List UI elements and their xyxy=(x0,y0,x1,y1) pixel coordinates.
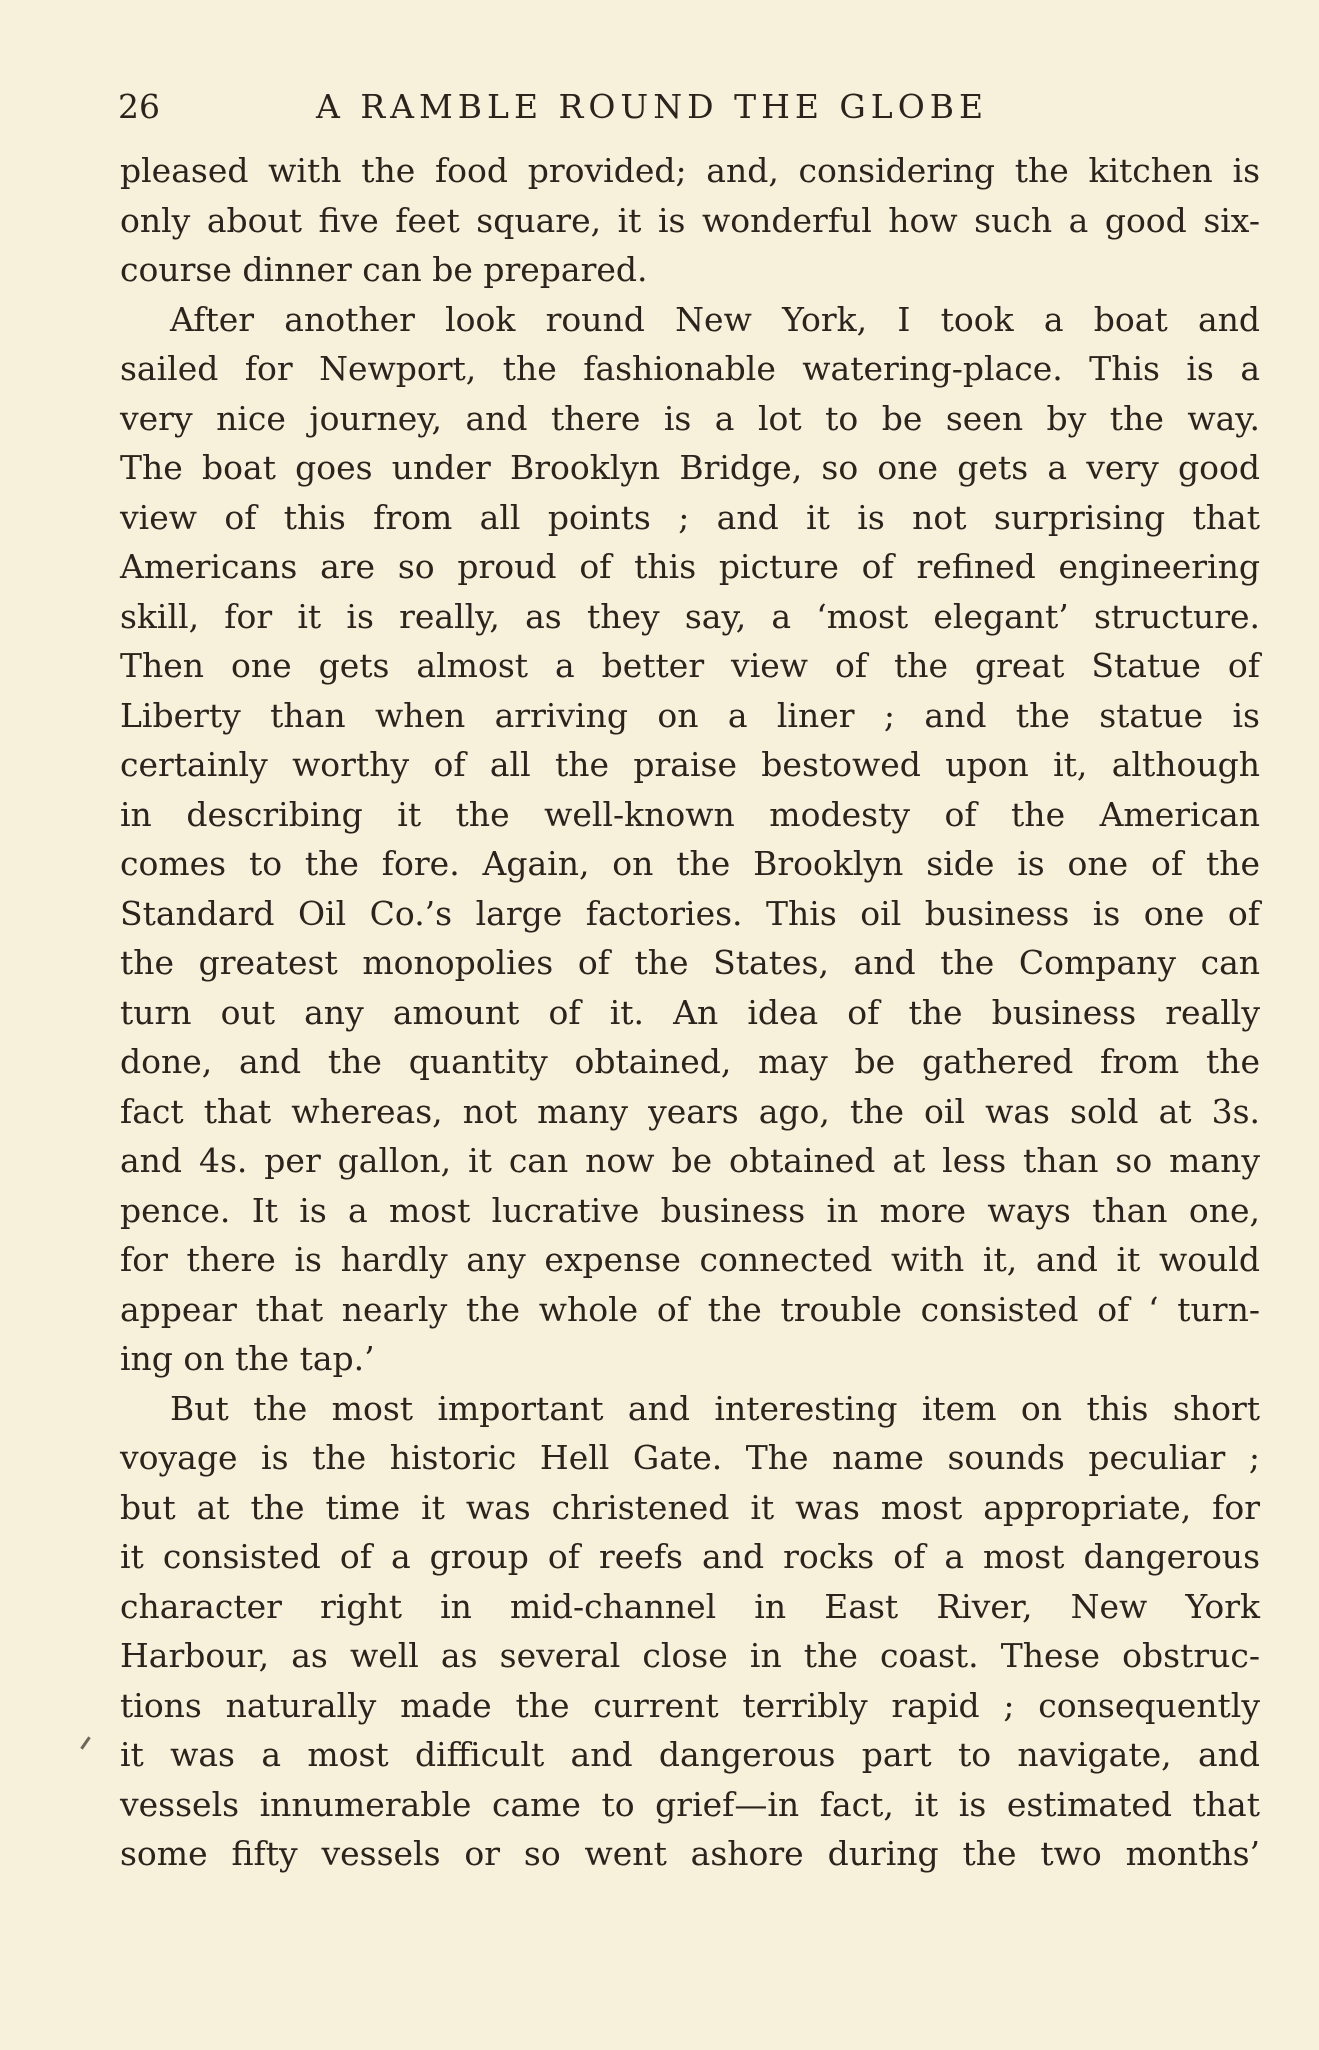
text-line: sailed for Newport, the fashionable watering-place. This is a xyxy=(120,349,1260,388)
text-line: The boat goes under Brooklyn Bridge, so one gets a very good xyxy=(120,448,1260,487)
text-line: pence. It is a most lucrative business in more ways than one, xyxy=(120,1190,1260,1230)
text-line: it was a most difficult and dangerous part to navigate, and xyxy=(120,1735,1260,1774)
text-line: tions naturally made the current terribly rapid ; consequently xyxy=(120,1685,1260,1725)
body-text xyxy=(120,146,1260,1879)
text-line: Harbour, as well as several close in the coast. These obstruc- xyxy=(120,1636,1260,1675)
text-line: only about five feet square, it is wonderful how such a good six- xyxy=(120,200,1260,240)
book-title: A RAMBLE ROUND THE GLOBE xyxy=(316,87,989,126)
paragraph-1 xyxy=(120,146,1260,295)
text-line: Americans are so proud of this picture of refined engineering xyxy=(120,547,1260,586)
text-line: turn out any amount of it. An idea of the business really xyxy=(120,992,1260,1032)
text-line: comes to the fore. Again, on the Brooklyn side is one of the xyxy=(120,844,1260,883)
text-line: fact that whereas, not many years ago, the oil was sold at 3s. xyxy=(120,1091,1260,1131)
text-line: done, and the quantity obtained, may be gathered from the xyxy=(120,1042,1260,1081)
text-line: skill, for it is really, as they say, a ‘most elegant’ structure. xyxy=(120,596,1260,636)
text-line: and 4s. per gallon, it can now be obtained at less than so many xyxy=(120,1141,1260,1180)
text-line: ing on the tap.’ xyxy=(120,1339,375,1378)
text-line: very nice journey, and there is a lot to be seen by the way. xyxy=(120,398,1260,438)
text-line: but at the time it was christened it was most appropriate, for xyxy=(120,1487,1260,1527)
text-line: in describing it the well-known modesty of the American xyxy=(120,794,1260,834)
paragraph-3 xyxy=(120,1384,1260,1879)
text-line: for there is hardly any expense connected with it, and it would xyxy=(120,1240,1260,1279)
text-line: pleased with the food provided; and, considering the kitchen is xyxy=(120,151,1260,190)
text-line: view of this from all points ; and it is not surprising that xyxy=(120,497,1260,537)
text-line: After another look round New York, I took a boat and xyxy=(170,299,1260,339)
text-line: appear that nearly the whole of the trouble consisted of ‘ turn- xyxy=(120,1289,1260,1329)
stray-print-mark xyxy=(80,1736,90,1749)
text-line: some fifty vessels or so went ashore during the two months’ xyxy=(120,1834,1260,1873)
text-line: vessels innumerable came to grief—in fact, it is estimated that xyxy=(120,1784,1260,1824)
running-head xyxy=(118,82,1268,132)
paragraph-2 xyxy=(120,295,1260,1384)
text-line: Then one gets almost a better view of the great Statue of xyxy=(120,646,1260,685)
text-line: course dinner can be prepared. xyxy=(120,250,648,289)
text-line: Standard Oil Co.’s large factories. This oil business is one of xyxy=(120,893,1260,933)
text-line: character right in mid-channel in East River, New York xyxy=(120,1586,1260,1626)
text-line: certainly worthy of all the praise bestowed upon it, although xyxy=(120,745,1260,784)
text-line: it consisted of a group of reefs and rocks of a most dangerous xyxy=(120,1537,1260,1576)
text-line: Liberty than when arriving on a liner ; and the statue is xyxy=(120,695,1260,735)
page-number: 26 xyxy=(118,87,160,126)
text-line: But the most important and interesting item on this short xyxy=(170,1388,1260,1428)
text-line: voyage is the historic Hell Gate. The name sounds peculiar ; xyxy=(120,1438,1260,1477)
text-line: the greatest monopolies of the States, and the Company can xyxy=(120,943,1260,982)
